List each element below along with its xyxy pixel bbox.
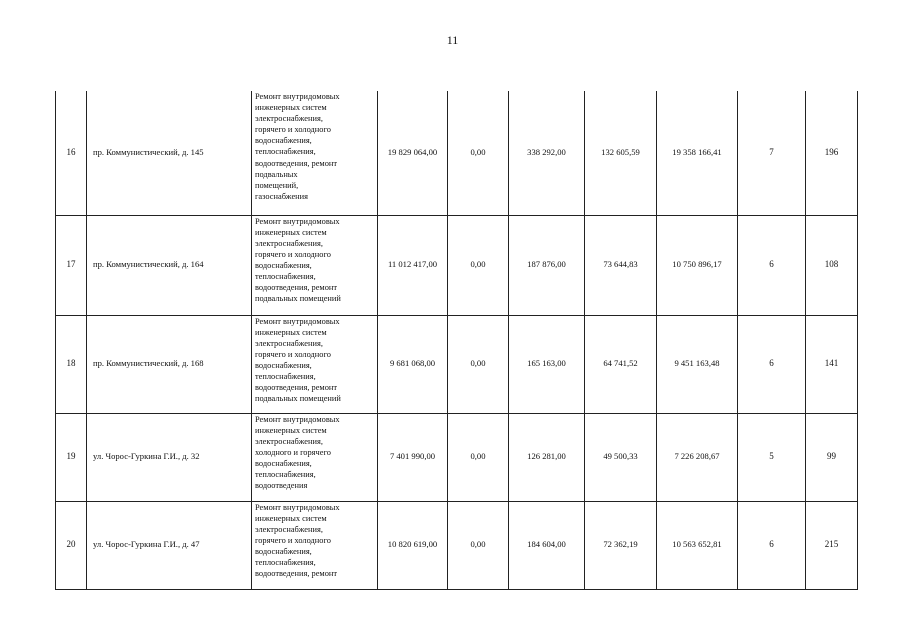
count-cell: 5: [738, 413, 806, 501]
work-description-cell: [252, 315, 378, 413]
row-number: 20: [56, 501, 87, 589]
count-cell: 7: [738, 91, 806, 215]
page-number: 11: [446, 33, 459, 47]
value-cell: 64 741,52: [585, 315, 657, 413]
table-row: [56, 91, 858, 215]
table-row: [56, 501, 858, 589]
address-cell: ул. Чорос-Гуркина Г.И., д. 47: [87, 501, 252, 589]
address-cell: пр. Коммунистический, д. 145: [87, 91, 252, 215]
total-cost-cell: 9 681 068,00: [378, 315, 448, 413]
value-cell: 187 876,00: [509, 215, 585, 315]
work-description-cell: [252, 501, 378, 589]
total-cost-cell: 19 829 064,00: [378, 91, 448, 215]
address-cell: пр. Коммунистический, д. 164: [87, 215, 252, 315]
total-cost-cell: 11 012 417,00: [378, 215, 448, 315]
value-cell: 0,00: [448, 501, 509, 589]
value-cell: 9 451 163,48: [657, 315, 738, 413]
count-cell: 108: [806, 215, 858, 315]
work-description-text: Ремонт внутридомовых инженерных систем электроснабжения, горячего и холодного водоснабжения, теплоснабжения, водоотведения, ремонт подвальных помещений: [255, 316, 341, 404]
repair-program-table: [55, 91, 858, 590]
count-cell: 99: [806, 413, 858, 501]
count-cell: 141: [806, 315, 858, 413]
row-number: 16: [56, 91, 87, 215]
value-cell: 0,00: [448, 91, 509, 215]
value-cell: 126 281,00: [509, 413, 585, 501]
value-cell: 19 358 166,41: [657, 91, 738, 215]
value-cell: 72 362,19: [585, 501, 657, 589]
work-description-text: Ремонт внутридомовых инженерных систем электроснабжения, горячего и холодного водоснабжения, теплоснабжения, водоотведения, ремонт: [255, 502, 340, 579]
row-number: 18: [56, 315, 87, 413]
value-cell: 132 605,59: [585, 91, 657, 215]
value-cell: 73 644,83: [585, 215, 657, 315]
value-cell: 0,00: [448, 413, 509, 501]
value-cell: 0,00: [448, 215, 509, 315]
row-number: 19: [56, 413, 87, 501]
table-row: [56, 413, 858, 501]
total-cost-cell: 10 820 619,00: [378, 501, 448, 589]
count-cell: 215: [806, 501, 858, 589]
work-description-cell: [252, 215, 378, 315]
value-cell: 0,00: [448, 315, 509, 413]
work-description-text: Ремонт внутридомовых инженерных систем электроснабжения, холодного и горячего водоснабжения, теплоснабжения, водоотведения: [255, 414, 340, 491]
value-cell: 49 500,33: [585, 413, 657, 501]
value-cell: 10 750 896,17: [657, 215, 738, 315]
table-row: [56, 215, 858, 315]
value-cell: 165 163,00: [509, 315, 585, 413]
work-description-text: Ремонт внутридомовых инженерных систем электроснабжения, горячего и холодного водоснабжения, теплоснабжения, водоотведения, ремонт подвальных помещений: [255, 216, 341, 304]
value-cell: 10 563 652,81: [657, 501, 738, 589]
address-cell: ул. Чорос-Гуркина Г.И., д. 32: [87, 413, 252, 501]
address-cell: пр. Коммунистический, д. 168: [87, 315, 252, 413]
table-row: [56, 315, 858, 413]
count-cell: 6: [738, 501, 806, 589]
count-cell: 6: [738, 215, 806, 315]
value-cell: 7 226 208,67: [657, 413, 738, 501]
row-number: 17: [56, 215, 87, 315]
work-description-cell: [252, 413, 378, 501]
count-cell: 196: [806, 91, 858, 215]
total-cost-cell: 7 401 990,00: [378, 413, 448, 501]
value-cell: 338 292,00: [509, 91, 585, 215]
value-cell: 184 604,00: [509, 501, 585, 589]
work-description-cell: [252, 91, 378, 215]
count-cell: 6: [738, 315, 806, 413]
work-description-text: Ремонт внутридомовых инженерных систем электроснабжения, горячего и холодного водоснабжения, теплоснабжения, водоотведения, ремонт подвальных помещений, газоснабжения: [255, 92, 340, 201]
